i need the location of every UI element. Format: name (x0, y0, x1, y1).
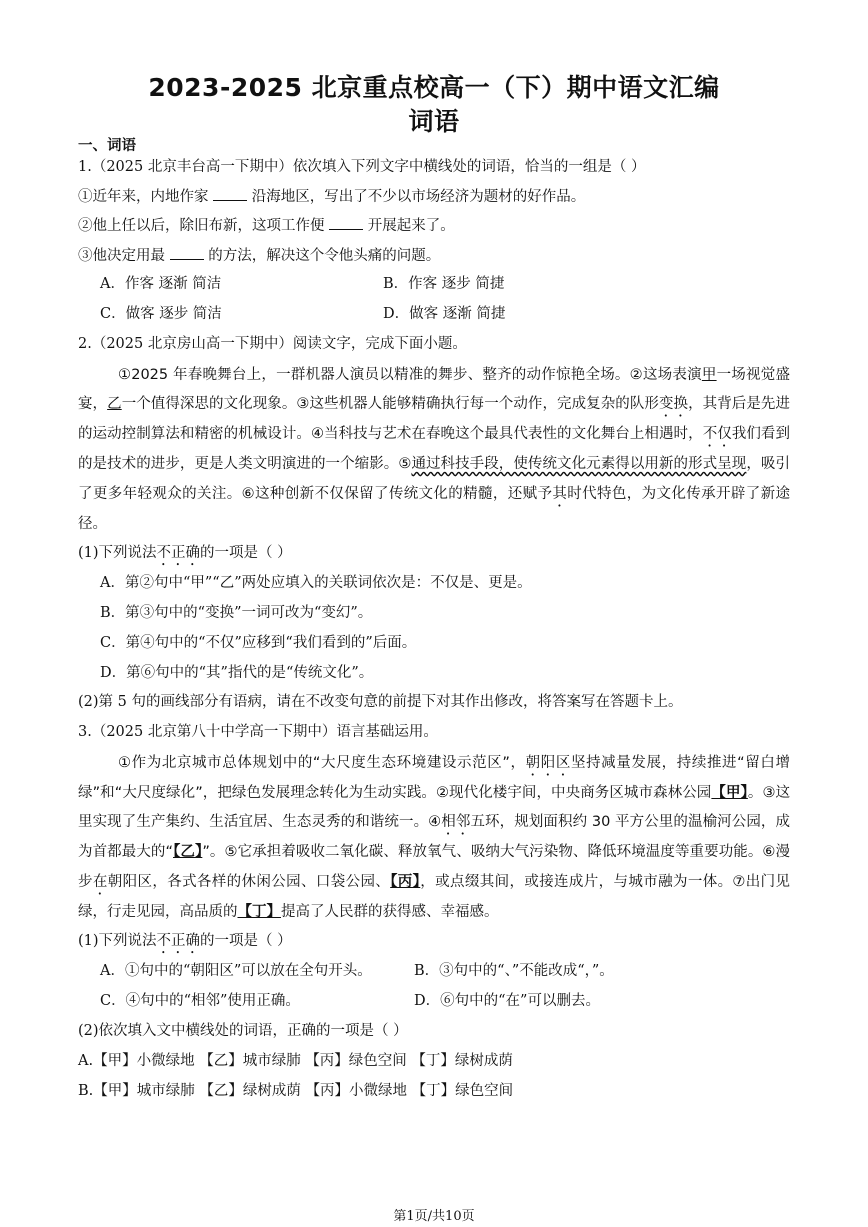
blank (329, 215, 363, 230)
q2-option-d: D．第⑥句中的“其”指代的是“传统文化”。 (100, 665, 374, 681)
q3-stem: 3.（2025 北京第八十中学高一下期中）语言基础运用。 (78, 724, 438, 740)
section-heading: 一、词语 (78, 138, 136, 154)
q2-stem: 2.（2025 北京房山高一下期中）阅读文字，完成下面小题。 (78, 336, 467, 352)
q1-sentence-1: ①近年来，内地作家 沿海地区，写出了不少以市场经济为题材的好作品。 (78, 186, 585, 207)
page-title: 2023-2025 北京重点校高一（下）期中语文汇编 (148, 73, 720, 102)
q1-option-d: D．做客 逐渐 简捷 (383, 306, 506, 322)
q1-sentence-3: ③他决定用最 的方法，解决这个令他头痛的问题。 (78, 245, 440, 266)
q1-option-b: B．作客 逐步 简捷 (383, 276, 505, 292)
q2-passage: ①2025 年春晚舞台上，一群机器人演员以精准的舞步、整齐的动作惊艳全场。②这场表演甲一场视觉盛宴，乙一个值得深思的文化现象。③这些机器人能够精确执行每一个动作，完成复杂的队形变换，其背后是先进的运动控制算法和精密的机械设计。④当科技与艺术在春晚这个最具代表性的文化舞台上相遇时，不仅我们看到的是技术的进步，更是人类文明演进的一个缩影。⑤通过科技手段，使传统文化元素得以用新的形式呈现，吸引了更多年轻观众的关注。⑥这种创新不仅保留了传统文化的精髓，还赋予其时代特色，为文化传承开辟了新途径。 (78, 367, 791, 532)
q3-sub2-stem: (2)依次填入文中横线处的词语，正确的一项是（ ） (78, 1023, 408, 1039)
page-subtitle: 词语 (408, 107, 460, 136)
q3-option-b: B．③句中的“、”不能改成“，”。 (414, 963, 614, 979)
q3-sub2-option-a: A.【甲】小微绿地 【乙】城市绿肺 【丙】绿色空间 【丁】绿树成荫 (78, 1053, 513, 1069)
q3-sub1-stem: (1)下列说法不正确的一项是（ ） (78, 933, 292, 949)
q2-option-c: C．第④句中的“不仅”应移到“我们看到的”后面。 (100, 635, 417, 651)
q1-option-a: A．作客 逐渐 简洁 (100, 276, 222, 292)
q2-sub2: (2)第 5 句的画线部分有语病，请在不改变句意的前提下对其作出修改，将答案写在答题卡上。 (78, 694, 683, 710)
q1-option-c: C．做客 逐步 简洁 (100, 306, 222, 322)
blank (170, 245, 204, 260)
q2-option-a: A．第②句中“甲”“乙”两处应填入的关联词依次是：不仅是、更是。 (100, 575, 532, 591)
q2-option-b: B．第③句中的“变换”一词可改为“变幻”。 (100, 605, 373, 621)
q3-option-c: C．④句中的“相邻”使用正确。 (100, 993, 300, 1009)
q3-option-a: A．①句中的“朝阳区”可以放在全句开头。 (100, 963, 372, 979)
q3-sub2-option-b: B.【甲】城市绿肺 【乙】绿树成荫 【丙】小微绿地 【丁】绿色空间 (78, 1083, 514, 1099)
q2-sub1-stem: (1)下列说法不正确的一项是（ ） (78, 545, 292, 561)
q3-option-d: D．⑥句中的“在”可以删去。 (414, 993, 600, 1009)
page-number: 第1页/共10页 (393, 1209, 475, 1224)
q1-stem: 1.（2025 北京丰台高一下期中）依次填入下列文字中横线处的词语，恰当的一组是（ ） (78, 159, 646, 175)
q1-sentence-2: ②他上任以后，除旧布新，这项工作便 开展起来了。 (78, 215, 455, 236)
blank (213, 186, 247, 201)
q3-passage: ①作为北京城市总体规划中的“大尺度生态环境建设示范区”，朝阳区坚持减量发展，持续推进“留白增绿”和“大尺度绿化”，把绿色发展理念转化为生动实践。②现代化楼宇间，中央商务区城市森林公园【甲】。③这里实现了生产集约、生活宜居、生态灵秀的和谐统一。④相邻五环，规划面积约 30 平方公里的温榆河公园，成为首都最大的“【乙】”。⑤它承担着吸收二氧化碳、释放氧气、吸纳大气污染物、降低环境温度等重要功能。⑥漫步在朝阳区，各式各样的休闲公园、口袋公园、【丙】，或点缀其间，或接连成片，与城市融为一体。⑦出门见绿，行走见园，高品质的【丁】提高了人民群的获得感、幸福感。 (78, 755, 791, 920)
